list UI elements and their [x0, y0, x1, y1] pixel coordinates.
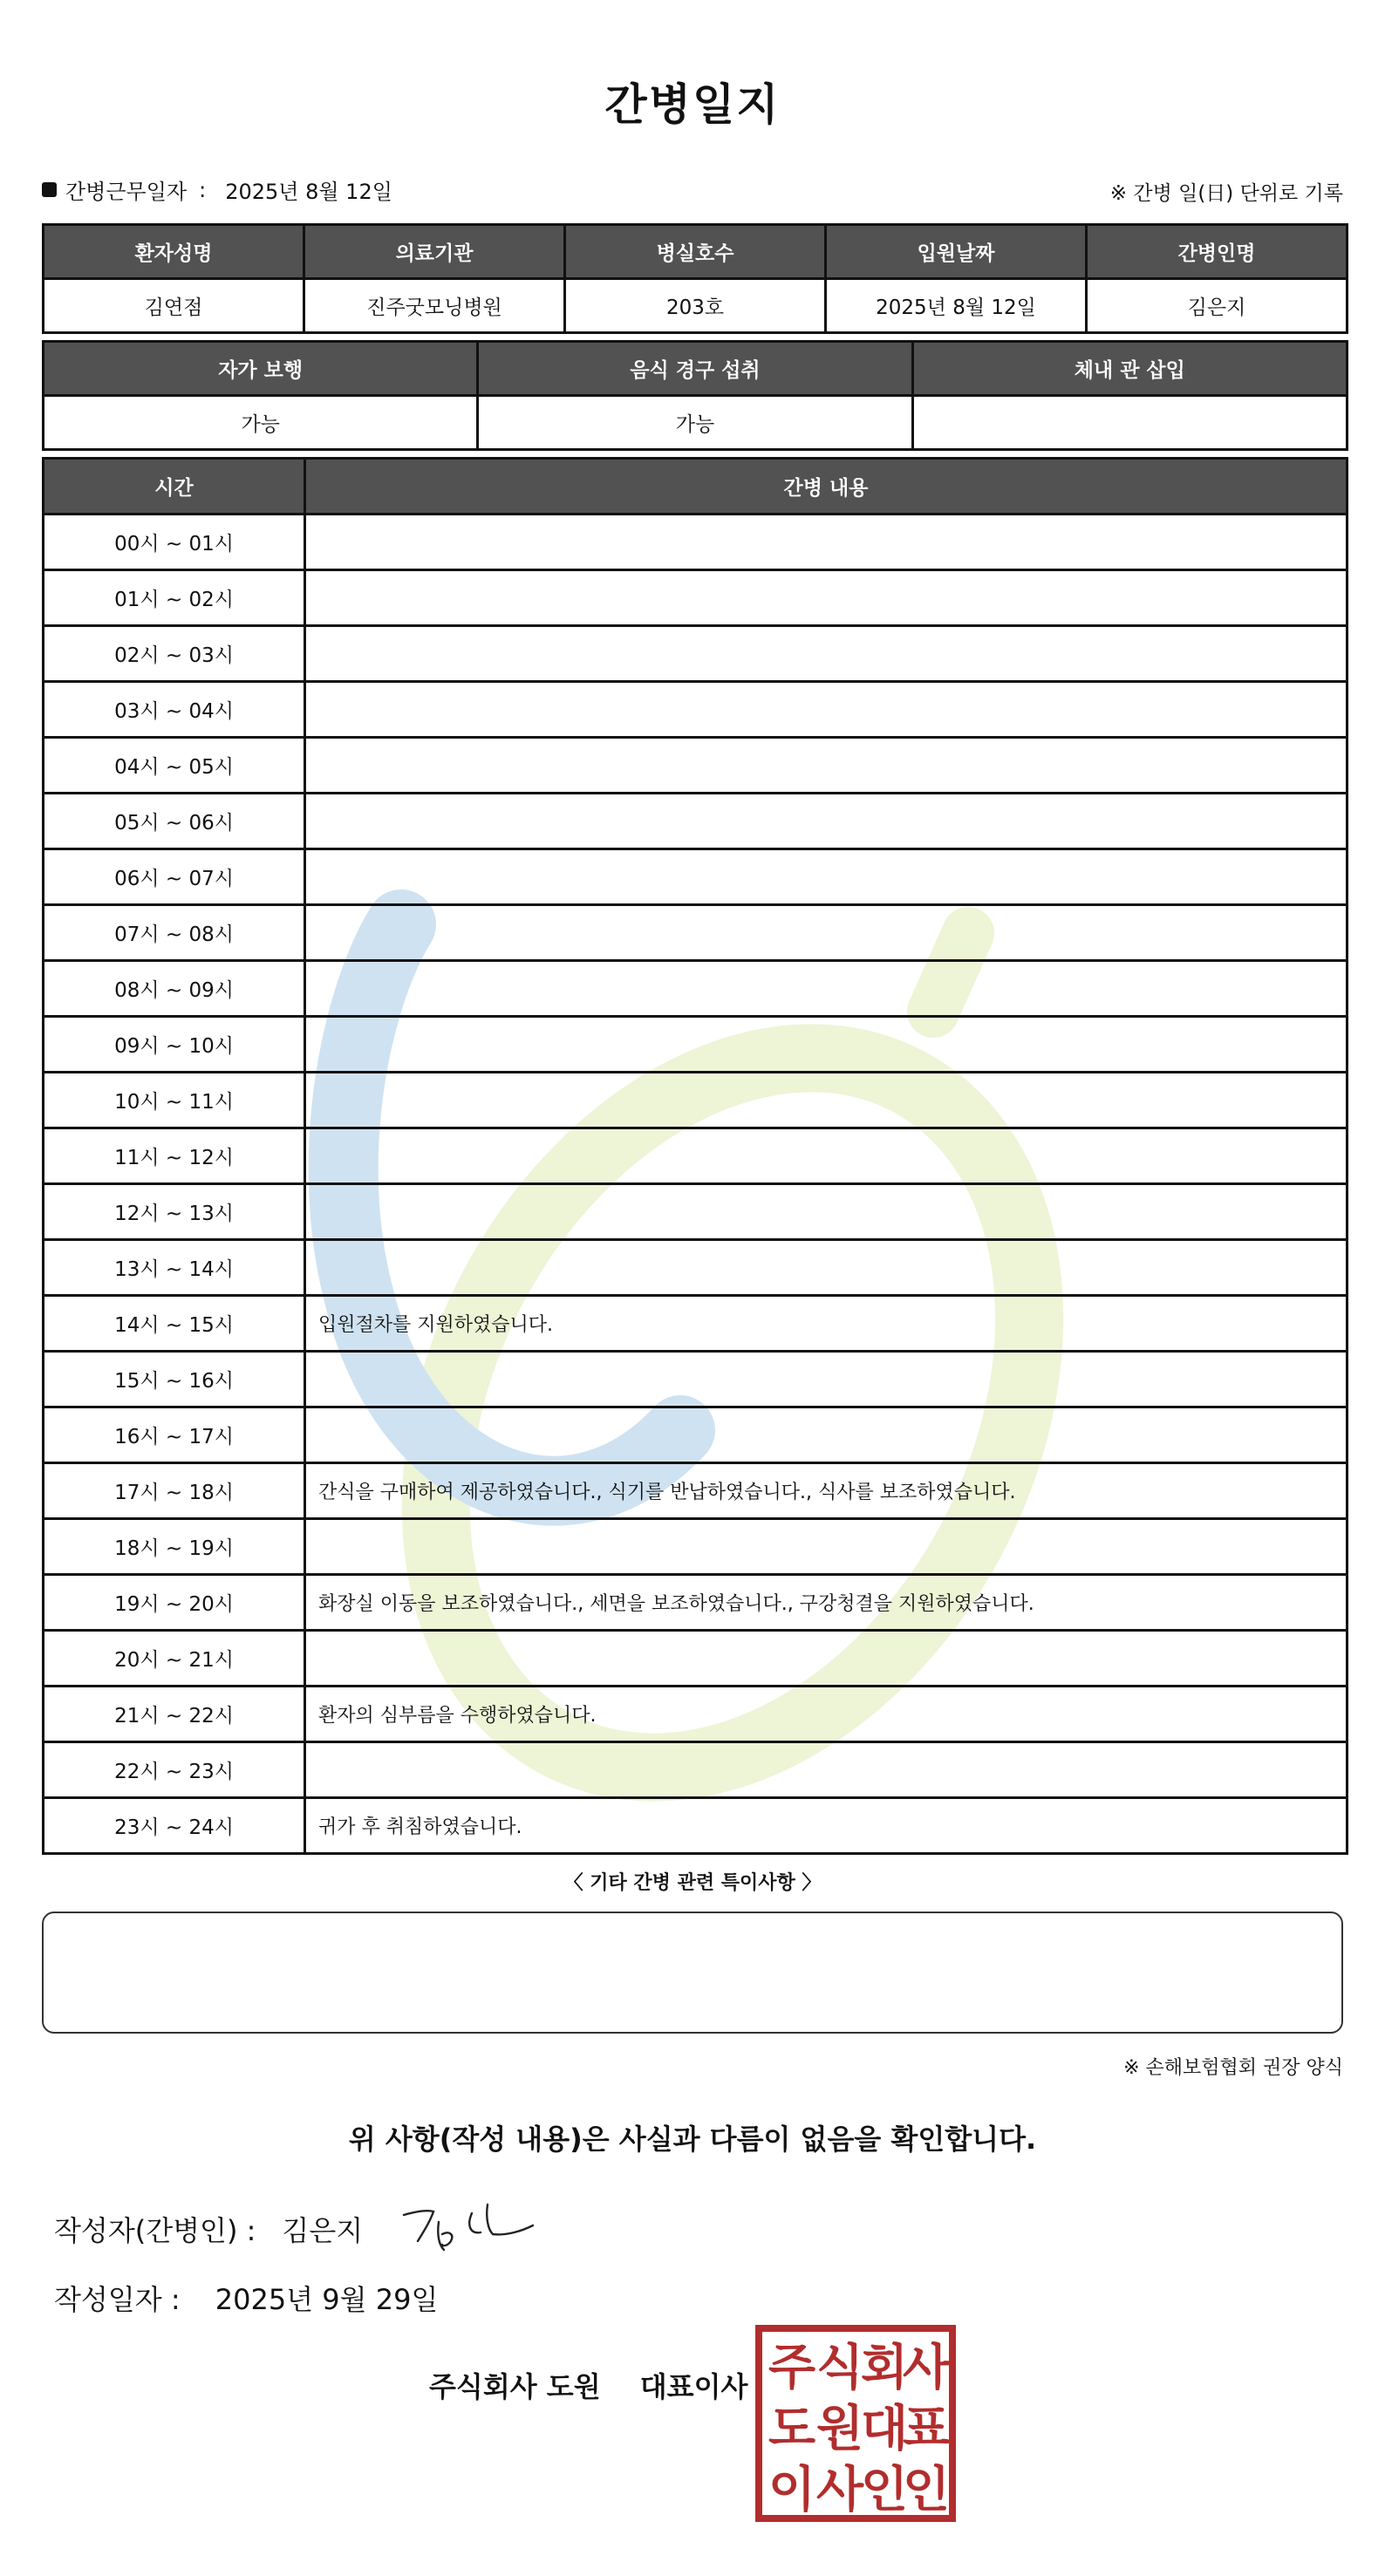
care-content-cell — [304, 680, 1348, 739]
confirmation-statement: 위 사항(작성 내용)은 사실과 다름이 없음을 확인합니다. — [348, 2123, 1037, 2156]
care-content-cell: 간식을 구매하여 제공하였습니다., 식기를 반납하였습니다., 식사를 보조하였습니다. — [304, 1462, 1348, 1520]
work-date-row — [42, 174, 392, 205]
care-content-cell — [304, 1517, 1348, 1576]
writer-label: 작성자(간병인) : — [54, 2214, 256, 2247]
header-patient-name: 환자성명 — [42, 223, 305, 280]
care-content-cell — [304, 848, 1348, 906]
special-notes-box — [42, 1912, 1343, 2034]
self-walking-value: 가능 — [42, 394, 479, 451]
company-signature-line — [429, 2365, 747, 2405]
care-content-cell — [304, 903, 1348, 962]
time-slot-cell: 12시 ~ 13시 — [42, 1182, 306, 1241]
care-content-cell — [304, 1741, 1348, 1799]
svg-text:사: 사 — [815, 2462, 864, 2518]
handwritten-signature — [397, 2196, 545, 2257]
time-slot-cell: 01시 ~ 02시 — [42, 569, 306, 627]
care-content-cell — [304, 736, 1348, 794]
time-slot-cell: 14시 ~ 15시 — [42, 1294, 306, 1353]
time-slot-cell: 04시 ~ 05시 — [42, 736, 306, 794]
time-slot-cell: 02시 ~ 03시 — [42, 624, 306, 683]
svg-text:도: 도 — [768, 2401, 816, 2457]
time-slot-cell: 20시 ~ 21시 — [42, 1629, 306, 1687]
write-date-value: 2025년 9월 29일 — [215, 2283, 439, 2316]
admission-date-value: 2025년 8월 12일 — [824, 277, 1088, 334]
time-slot-cell: 06시 ~ 07시 — [42, 848, 306, 906]
time-slot-cell: 22시 ~ 23시 — [42, 1741, 306, 1799]
care-content-cell — [304, 1406, 1348, 1464]
header-time: 시간 — [42, 457, 306, 515]
care-content-cell — [304, 1350, 1348, 1408]
special-notes-title: 〈 기타 간병 관련 특이사항 〉 — [563, 1872, 822, 1894]
svg-text:대: 대 — [860, 2401, 909, 2457]
care-content-cell: 환자의 심부름을 수행하였습니다. — [304, 1685, 1348, 1743]
oral-intake-value: 가능 — [476, 394, 913, 451]
svg-text:주: 주 — [768, 2340, 816, 2396]
header-admission-date: 입원날짜 — [824, 223, 1088, 280]
representative-title: 대표이사 — [639, 2370, 748, 2403]
svg-text:인: 인 — [902, 2462, 951, 2518]
time-slot-cell: 17시 ~ 18시 — [42, 1462, 306, 1520]
room-number-value: 203호 — [563, 277, 827, 334]
time-slot-cell: 21시 ~ 22시 — [42, 1685, 306, 1743]
svg-text:표: 표 — [902, 2401, 951, 2457]
time-slot-cell: 07시 ~ 08시 — [42, 903, 306, 962]
bullet-icon — [42, 182, 57, 197]
care-content-cell — [304, 569, 1348, 627]
writer-row — [54, 2209, 363, 2249]
svg-text:이: 이 — [768, 2462, 816, 2518]
time-slot-cell: 05시 ~ 06시 — [42, 792, 306, 850]
care-content-cell — [304, 1127, 1348, 1185]
care-content-cell — [304, 1238, 1348, 1297]
care-content-cell — [304, 1629, 1348, 1687]
time-slot-cell: 09시 ~ 10시 — [42, 1015, 306, 1073]
document-title: 간병일지 — [604, 79, 781, 130]
time-slot-cell: 11시 ~ 12시 — [42, 1127, 306, 1185]
institution-value: 진주굿모닝병원 — [303, 277, 566, 334]
time-slot-cell: 03시 ~ 04시 — [42, 680, 306, 739]
header-care-content: 간병 내용 — [304, 457, 1348, 515]
work-date-separator: : — [199, 177, 207, 202]
tube-insertion-value — [911, 394, 1348, 451]
company-seal-stamp — [755, 2325, 956, 2522]
work-date-value: 2025년 8월 12일 — [225, 180, 392, 204]
care-content-cell — [304, 959, 1348, 1018]
care-content-cell — [304, 1015, 1348, 1073]
header-institution: 의료기관 — [303, 223, 566, 280]
svg-text:회: 회 — [860, 2340, 909, 2396]
time-slot-cell: 18시 ~ 19시 — [42, 1517, 306, 1576]
time-slot-cell: 19시 ~ 20시 — [42, 1573, 306, 1632]
care-content-cell: 귀가 후 취침하였습니다. — [304, 1796, 1348, 1855]
time-slot-cell: 15시 ~ 16시 — [42, 1350, 306, 1408]
record-unit-note: ※ 간병 일(日) 단위로 기록 — [1109, 182, 1343, 205]
time-slot-cell: 10시 ~ 11시 — [42, 1071, 306, 1129]
care-content-cell: 입원절차를 지원하였습니다. — [304, 1294, 1348, 1353]
patient-info-table — [42, 223, 1346, 331]
header-caregiver-name: 간병인명 — [1085, 223, 1348, 280]
svg-text:원: 원 — [815, 2401, 864, 2457]
care-content-cell — [304, 624, 1348, 683]
write-date-row — [54, 2278, 438, 2318]
svg-text:식: 식 — [815, 2340, 864, 2396]
care-content-cell: 화장실 이동을 보조하였습니다., 세면을 보조하였습니다., 구강청결을 지원하였습니다. — [304, 1573, 1348, 1632]
header-tube-insertion: 체내 관 삽입 — [911, 340, 1348, 397]
header-self-walking: 자가 보행 — [42, 340, 479, 397]
company-name: 주식회사 도원 — [429, 2370, 601, 2403]
time-slot-cell: 08시 ~ 09시 — [42, 959, 306, 1018]
svg-text:사: 사 — [902, 2340, 951, 2396]
caregiver-name-value: 김은지 — [1085, 277, 1348, 334]
time-slot-cell: 13시 ~ 14시 — [42, 1238, 306, 1297]
patient-name-value: 김연점 — [42, 277, 305, 334]
time-slot-cell: 23시 ~ 24시 — [42, 1796, 306, 1855]
work-date-label: 간병근무일자 — [65, 180, 188, 204]
care-content-cell — [304, 1182, 1348, 1241]
form-source-note: ※ 손해보험협회 권장 양식 — [1123, 2057, 1343, 2079]
writer-name: 김은지 — [282, 2214, 364, 2247]
svg-text:인: 인 — [860, 2462, 909, 2518]
patient-status-table — [42, 340, 1346, 448]
write-date-label: 작성일자 : — [54, 2283, 181, 2316]
header-oral-intake: 음식 경구 섭취 — [476, 340, 913, 397]
time-slot-cell: 00시 ~ 01시 — [42, 513, 306, 571]
care-log-table — [42, 457, 1346, 1852]
care-content-cell — [304, 1071, 1348, 1129]
header-room-number: 병실호수 — [563, 223, 827, 280]
time-slot-cell: 16시 ~ 17시 — [42, 1406, 306, 1464]
care-content-cell — [304, 513, 1348, 571]
care-content-cell — [304, 792, 1348, 850]
